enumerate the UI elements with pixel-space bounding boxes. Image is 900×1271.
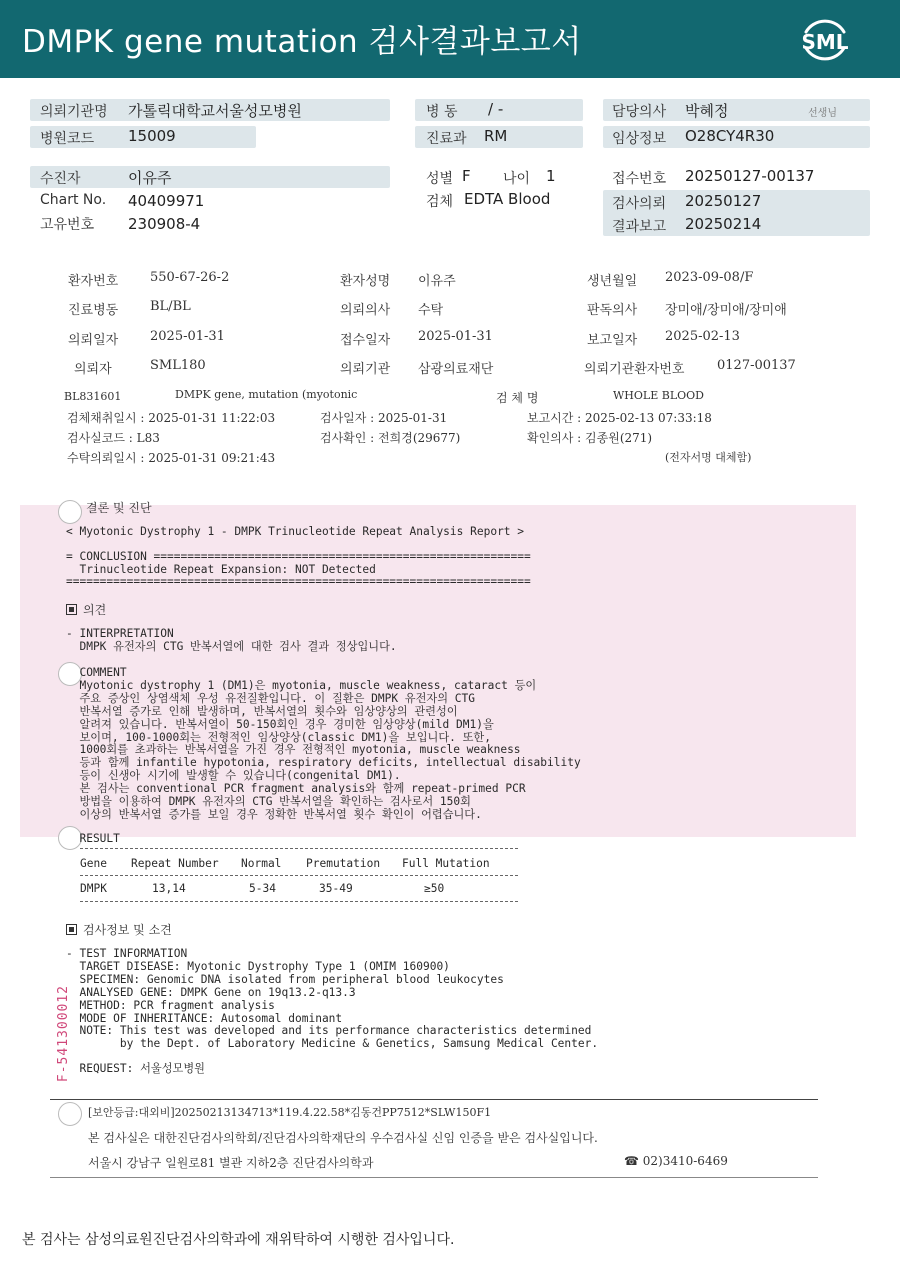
doctor-suffix: 선생님 bbox=[808, 108, 837, 119]
request-label: 검사의뢰 bbox=[612, 196, 667, 212]
specimen-value: EDTA Blood bbox=[464, 190, 551, 208]
comment-line: 반복서열 증가로 인해 발생하며, 반복서열의 횟수와 임상양상의 관련성이 bbox=[66, 704, 458, 718]
scan-value: 2025-01-31 bbox=[418, 329, 493, 344]
test-code: BL831601 bbox=[64, 390, 122, 403]
test-confirm: 검사확인 : 전희경(29677) bbox=[320, 431, 461, 445]
scan-label: 판독의사 bbox=[587, 303, 638, 318]
test-info-line: MODE OF INHERITANCE: Autosomal dominant bbox=[66, 1011, 343, 1025]
report-time: 보고시간 : 2025-02-13 07:33:18 bbox=[527, 411, 712, 425]
test-name: DMPK gene, mutation (myotonic bbox=[175, 388, 358, 401]
comment-line: Myotonic dystrophy 1 (DM1)은 myotonia, muscle weakness, cataract 등이 bbox=[66, 678, 537, 692]
comment-line: 방법을 이용하여 DMPK 유전자의 CTG 반복서열을 확인하는 검사로서 150회 bbox=[66, 795, 471, 808]
scan-value: 2025-01-31 bbox=[150, 329, 225, 344]
scan-value: 2023-09-08/F bbox=[665, 270, 754, 285]
scan-label: 접수일자 bbox=[340, 333, 391, 348]
scan-label: 환자성명 bbox=[340, 274, 391, 289]
comment-line: 등이 신생아 시기에 발생할 수 있습니다(congenital DM1). bbox=[66, 769, 401, 783]
address-line: 서울시 강남구 일원로81 별관 지하2층 진단검사의학과 bbox=[88, 1156, 374, 1170]
clinical-label: 임상정보 bbox=[612, 131, 667, 147]
footer-rule bbox=[50, 1099, 818, 1100]
scan-value: 삼광의료재단 bbox=[418, 362, 494, 377]
security-line: [보안등급:대외비]20250213134713*119.4.22.58*김동건PP7512*SLW150F1 bbox=[88, 1106, 492, 1119]
section-bullet-icon bbox=[66, 604, 77, 615]
collection-time: 검체채취일시 : 2025-01-31 11:22:03 bbox=[67, 411, 276, 425]
specimen-label: 검체 bbox=[426, 194, 454, 210]
comment-line: 알려져 있습니다. 반복서열이 50-150회인 경우 경미한 임상양상(mild DM1)을 bbox=[66, 717, 494, 731]
section-conclusion: 결론 및 진단 bbox=[86, 501, 152, 515]
scan-label: 의뢰의사 bbox=[340, 303, 391, 318]
doctor-value: 박혜정 bbox=[685, 102, 729, 120]
table-cell-repeat: 13,14 bbox=[152, 882, 186, 895]
scan-label: 환자번호 bbox=[68, 274, 119, 289]
report-label: 결과보고 bbox=[612, 219, 667, 235]
test-info-line: NOTE: This test was developed and its performance characteristics determined bbox=[66, 1024, 592, 1038]
test-info-line: - TEST INFORMATION bbox=[66, 947, 188, 960]
institution-value: 가톨릭대학교서울성모병원 bbox=[128, 102, 302, 120]
specimen-name-label: 검 체 명 bbox=[496, 391, 539, 405]
interpretation-heading: - INTERPRETATION bbox=[66, 627, 174, 640]
section-bullet-icon bbox=[66, 924, 77, 935]
request-value: 20250127 bbox=[685, 192, 762, 210]
interpretation-text: DMPK 유전자의 CTG 반복서열에 대한 검사 결과 정상입니다. bbox=[66, 640, 397, 653]
scan-value: 장미애/장미애/장미애 bbox=[665, 303, 787, 318]
receipt-label: 접수번호 bbox=[612, 171, 667, 187]
scan-value: BL/BL bbox=[150, 299, 191, 314]
test-info-line: ANALYSED GENE: DMPK Gene on 19q13.2-q13.3 bbox=[66, 985, 356, 999]
chart-value: 40409971 bbox=[128, 192, 205, 210]
footer-note: 본 검사는 삼성의료원진단검사의학과에 재위탁하여 시행한 검사입니다. bbox=[22, 1232, 455, 1248]
patient-bar bbox=[30, 166, 390, 188]
specimen-name-value: WHOLE BLOOD bbox=[613, 389, 704, 402]
phone-line: ☎ 02)3410-6469 bbox=[624, 1154, 728, 1168]
comment-line: 본 검사는 conventional PCR fragment analysis와 함께 repeat-primed PCR bbox=[66, 782, 526, 796]
patient-value: 이유주 bbox=[128, 169, 172, 187]
scan-label: 의뢰일자 bbox=[68, 333, 119, 348]
comment-line: 이상의 반복서열 증가를 보일 경우 정확한 반복서열 횟수 확인이 어렵습니다. bbox=[66, 807, 482, 821]
test-info-line: METHOD: PCR fragment analysis bbox=[66, 998, 275, 1012]
scan-label: 의뢰기관 bbox=[340, 362, 391, 377]
certification-line: 본 검사실은 대한진단검사의학회/진단검사의학재단의 우수검사실 신임 인증을 받은 검사실입니다. bbox=[88, 1131, 598, 1145]
report-title: DMPK gene mutation 검사결과보고서 bbox=[22, 24, 582, 60]
table-header-repeat: Repeat Number bbox=[131, 857, 219, 870]
table-header-premutation: Premutation bbox=[306, 857, 381, 870]
punch-hole bbox=[58, 500, 82, 524]
table-header-gene: Gene bbox=[80, 857, 107, 870]
comment-line: 1000회를 초과하는 반복서열을 가진 경우 전형적인 myotonia, muscle weakness bbox=[66, 743, 521, 757]
ward-value: / - bbox=[488, 100, 504, 118]
table-rule bbox=[80, 848, 518, 849]
sex-label: 성별 bbox=[426, 171, 454, 187]
e-signature-note: (전자서명 대체함) bbox=[665, 451, 752, 464]
scan-label: 진료병동 bbox=[68, 303, 119, 318]
section-test-info bbox=[66, 921, 172, 938]
patient-label: 수진자 bbox=[40, 171, 81, 187]
scan-label: 생년월일 bbox=[587, 274, 638, 289]
scan-value: SML180 bbox=[150, 358, 206, 373]
table-rule bbox=[80, 901, 518, 902]
scan-value: 이유주 bbox=[418, 274, 456, 289]
confirm-doctor: 확인의사 : 김종원(271) bbox=[527, 431, 653, 445]
request-line: REQUEST: 서울성모병원 bbox=[66, 1062, 205, 1075]
table-cell-gene: DMPK bbox=[80, 882, 107, 895]
conclusion-rule: ===================================================================== bbox=[66, 575, 531, 588]
sex-value: F bbox=[462, 167, 471, 185]
table-cell-normal: 5-34 bbox=[249, 882, 276, 895]
receipt-value: 20250127-00137 bbox=[685, 167, 815, 185]
side-serial-code: F-541300012 bbox=[56, 985, 71, 1083]
scan-value: 0127-00137 bbox=[717, 358, 796, 373]
scan-value: 2025-02-13 bbox=[665, 329, 740, 344]
age-label: 나이 bbox=[503, 171, 531, 187]
comment-line: 보이며, 100-1000회는 전형적인 임상양상(classic DM1)을 보입니다. 또한, bbox=[66, 730, 491, 744]
scan-value: 550-67-26-2 bbox=[150, 270, 230, 285]
age-value: 1 bbox=[546, 167, 556, 185]
doctor-label: 담당의사 bbox=[612, 104, 667, 120]
table-header-full: Full Mutation bbox=[402, 857, 490, 870]
sml-logo bbox=[798, 14, 852, 66]
unique-label: 고유번호 bbox=[40, 217, 95, 233]
comment-line: 주요 증상인 상염색체 우성 유전질환입니다. 이 질환은 DMPK 유전자의 CTG bbox=[66, 691, 475, 705]
scan-label: 의뢰자 bbox=[74, 362, 112, 377]
hospital-code-label: 병원코드 bbox=[40, 131, 95, 147]
conclusion-heading: = CONCLUSION ======================================================== bbox=[66, 550, 531, 563]
punch-hole bbox=[58, 1102, 82, 1126]
unique-value: 230908-4 bbox=[128, 215, 201, 233]
consign-time: 수탁의뢰일시 : 2025-01-31 09:21:43 bbox=[67, 451, 276, 465]
section-opinion bbox=[66, 601, 106, 618]
institution-label: 의뢰기관명 bbox=[40, 104, 108, 120]
report-subtitle: < Myotonic Dystrophy 1 - DMPK Trinucleotide Repeat Analysis Report > bbox=[66, 525, 525, 538]
section-test-info-label: 검사정보 및 소견 bbox=[83, 923, 172, 937]
lab-code: 검사실코드 : L83 bbox=[67, 431, 160, 445]
table-cell-premutation: 35-49 bbox=[319, 882, 353, 895]
report-header bbox=[0, 0, 900, 78]
scan-label: 의뢰기관환자번호 bbox=[584, 362, 685, 377]
test-info-line: SPECIMEN: Genomic DNA isolated from peripheral blood leukocytes bbox=[66, 972, 504, 986]
scan-value: 수탁 bbox=[418, 303, 444, 318]
result-heading: RESULT bbox=[66, 832, 120, 845]
logo-text: SML bbox=[801, 30, 849, 54]
chart-label: Chart No. bbox=[40, 192, 107, 208]
hospital-code-value: 15009 bbox=[128, 127, 176, 145]
table-header-normal: Normal bbox=[241, 857, 282, 870]
test-date: 검사일자 : 2025-01-31 bbox=[320, 411, 448, 425]
report-value: 20250214 bbox=[685, 215, 762, 233]
conclusion-text: Trinucleotide Repeat Expansion: NOT Detected bbox=[66, 563, 376, 576]
scan-label: 보고일자 bbox=[587, 333, 638, 348]
table-rule bbox=[80, 875, 518, 876]
comment-line: 등과 함께 infantile hypotonia, respiratory deficits, intellectual disability bbox=[66, 756, 581, 770]
section-opinion-label: 의견 bbox=[83, 603, 107, 617]
table-cell-full: ≥50 bbox=[424, 882, 445, 895]
test-info-line: by the Dept. of Laboratory Medicine & Genetics, Samsung Medical Center. bbox=[66, 1037, 599, 1051]
dept-value: RM bbox=[484, 127, 508, 145]
footer-rule bbox=[50, 1177, 818, 1178]
clinical-value: O28CY4R30 bbox=[685, 127, 775, 145]
ward-label: 병 동 bbox=[426, 104, 458, 120]
dept-label: 진료과 bbox=[426, 131, 467, 147]
comment-line: COMMENT bbox=[66, 666, 127, 679]
test-info-line: TARGET DISEASE: Myotonic Dystrophy Type 1 (OMIM 160900) bbox=[66, 959, 450, 973]
